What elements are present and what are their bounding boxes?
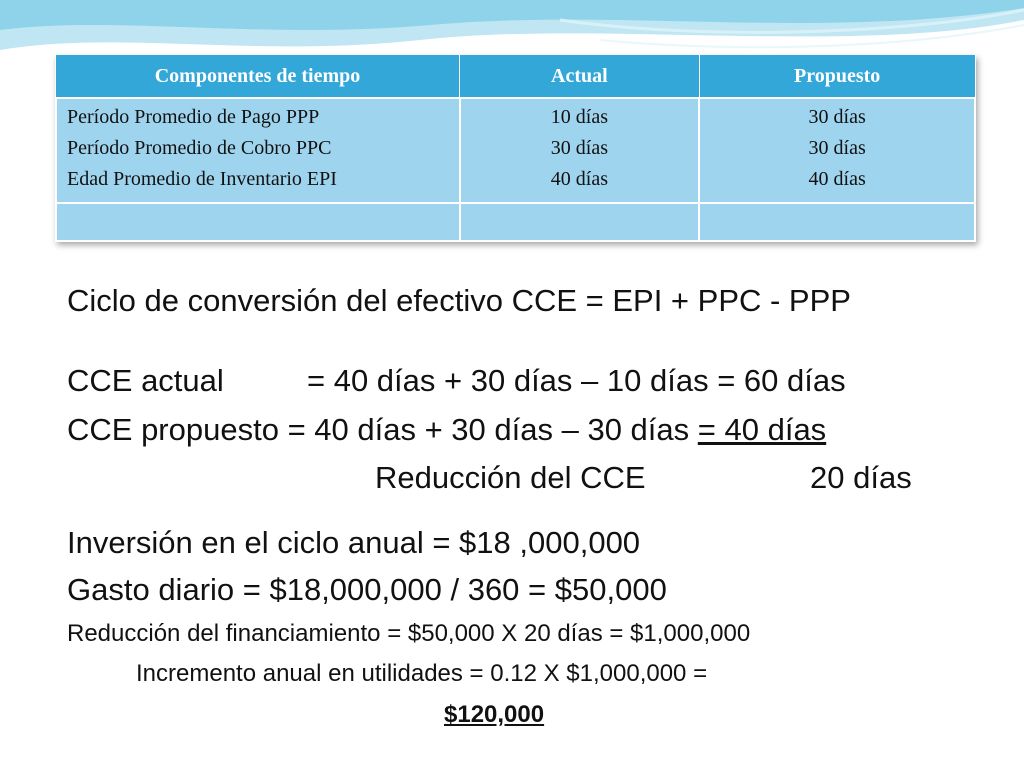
inversion-line: Inversión en el ciclo anual = $18 ,000,000 — [67, 525, 641, 560]
empty-cell — [699, 203, 975, 241]
financiamiento-line: Reducción del financiamiento = $50,000 X 20 días = $1,000,000 — [67, 620, 751, 647]
table-header-row — [56, 55, 975, 98]
actual-ppp: 10 días — [550, 106, 608, 128]
propuesto-ppp: 30 días — [808, 106, 866, 128]
cce-propuesto-result: = 40 días — [697, 412, 827, 447]
component-ppp: Período Promedio de Pago PPP — [67, 106, 320, 128]
cce-propuesto-line — [67, 412, 826, 448]
empty-cell — [56, 203, 460, 241]
header-componentes: Componentes de tiempo — [56, 55, 460, 98]
propuesto-ppc: 30 días — [808, 137, 866, 159]
table-row-empty — [56, 203, 975, 241]
cce-propuesto-expr: = 40 días + 30 días – 30 días — [287, 412, 698, 447]
empty-cell — [460, 203, 700, 241]
components-cell — [56, 98, 460, 203]
header-propuesto: Propuesto — [699, 55, 975, 98]
actual-epi: 40 días — [550, 168, 608, 190]
component-ppc: Período Promedio de Cobro PPC — [67, 137, 332, 159]
reduccion-label: Reducción del CCE — [375, 460, 646, 495]
reduccion-value: 20 días — [810, 460, 912, 495]
actual-ppc: 30 días — [550, 137, 608, 159]
time-components-table — [55, 55, 976, 242]
propuesto-epi: 40 días — [808, 168, 866, 190]
header-actual: Actual — [460, 55, 700, 98]
propuesto-cell — [699, 98, 975, 203]
actual-cell — [460, 98, 700, 203]
cce-formula: Ciclo de conversión del efectivo CCE = EPI + PPC - PPP — [67, 283, 851, 318]
gasto-line: Gasto diario = $18,000,000 / 360 = $50,000 — [67, 572, 667, 607]
cce-propuesto-label: CCE propuesto — [67, 412, 279, 447]
cce-actual-expr: = 40 días + 30 días – 10 días = 60 días — [307, 363, 846, 398]
resultado-value: $120,000 — [444, 701, 545, 728]
component-epi: Edad Promedio de Inventario EPI — [67, 168, 337, 190]
incremento-line: Incremento anual en utilidades = 0.12 X $1,000,000 = — [136, 660, 708, 687]
table-row — [56, 98, 975, 203]
cce-actual-label: CCE actual — [67, 363, 224, 398]
